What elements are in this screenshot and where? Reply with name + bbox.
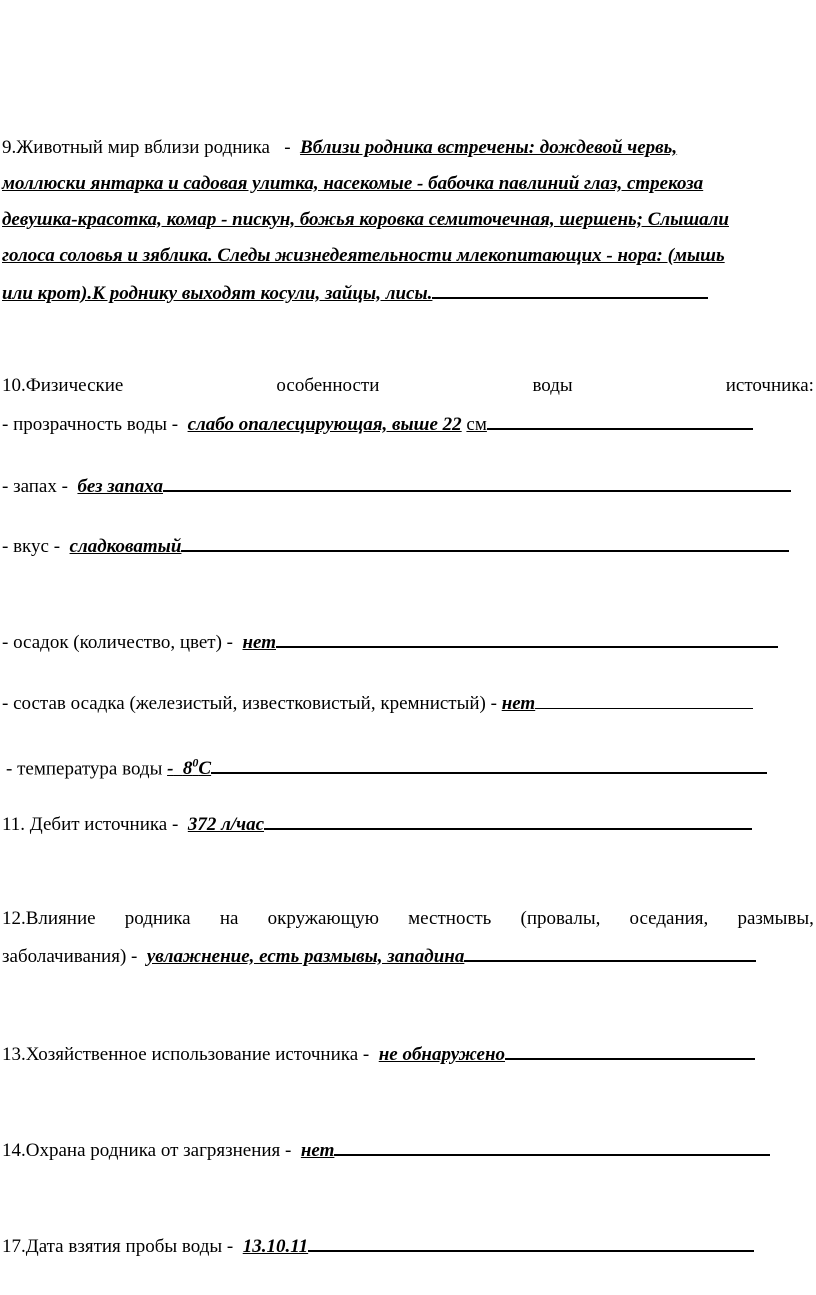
smell-blank [163,472,791,492]
item14-row [2,1136,770,1164]
item9-label: 9.Животный мир вблизи родника [2,137,270,158]
sediment-blank [276,628,778,648]
item17-blank [308,1232,754,1252]
sediment-row [2,628,778,656]
smell-label: - запах - [2,476,68,497]
sediment-composition-row [2,690,753,717]
item10-word: особенности [276,375,380,396]
item11-blank [264,810,752,830]
item14-answer: нет [300,1140,335,1161]
temperature-label: - температура воды [6,758,163,780]
taste-answer: сладковатый [69,536,182,557]
sediment-composition-label: - состав осадка (железистый, известковистый, кремнистый) - [2,693,497,714]
taste-blank [181,532,789,552]
item9-line5 [2,279,708,307]
item10-word: 10.Физические [2,375,124,396]
item9-line2 [2,171,703,197]
item9-answer-line2: моллюски янтарка и садовая улитка, насекомые - бабочка павлиний глаз, стрекоза [2,173,704,194]
item9-line3 [2,207,729,233]
item12-word: (провалы, [520,908,601,929]
item11-row [2,810,752,838]
transparency-label: - прозрачность воды - [2,414,179,435]
item12-word: родника [124,908,191,929]
taste-row [2,532,789,560]
taste-label: - вкус - [2,536,61,557]
sediment-composition-blank [535,690,753,709]
item12-word: местность [408,908,492,929]
item12-line2 [2,942,756,970]
smell-row [2,472,791,500]
item12-answer: увлажнение, есть размывы, западина [146,946,465,967]
temperature-answer: - $8^0С$ [167,756,212,780]
item13-answer: не обнаружено [378,1044,506,1065]
item12-label: заболачивания) - [2,946,138,967]
item12-word: на [219,908,239,929]
item12-blank [464,942,756,962]
item9-line1 [2,135,677,161]
transparency-answer: слабо опалесцирующая, выше 22 [187,414,462,435]
item14-label: 14.Охрана родника от загрязнения - [2,1140,292,1161]
item9-line4 [2,243,725,269]
item12-word: оседания, [629,908,709,929]
item9-answer-line4: голоса соловья и зяблика. Следы жизнедеятельности млекопитающих - нора: (мышь [2,245,725,266]
transparency-row [2,410,753,438]
item13-label: 13.Хозяйственное использование источника - [2,1044,370,1065]
item9-answer-line3: девушка-красотка, комар - пискун, божья коровка семиточечная, шершень; Слышали [2,209,730,230]
item13-row [2,1040,755,1068]
item9-dash: - [284,137,291,158]
transparency-blank [487,410,753,430]
sediment-composition-answer: нет [501,693,536,714]
item9-blank [432,279,708,299]
item12-word: размывы, [737,908,814,929]
item9-answer-line1: Вблизи родника встречены: дождевой червь, [300,137,678,158]
item17-answer: 13.10.11 [242,1236,309,1257]
item12-word: окружающую [267,908,379,929]
item14-blank [334,1136,770,1156]
item11-label: 11. Дебит источника - [2,814,179,835]
item17-label: 17.Дата взятия пробы воды - [2,1236,234,1257]
item9-answer-line5: или крот).К роднику выходят косули, зайцы, лисы. [2,283,433,304]
sediment-label: - осадок (количество, цвет) - [2,632,233,653]
item12-line1 [2,906,814,932]
item11-answer: 372 л/час [187,814,265,835]
sediment-answer: нет [242,632,277,653]
smell-answer: без запаха [77,476,164,497]
item10-heading [2,373,814,399]
item13-blank [505,1040,755,1060]
temperature-row [6,750,767,782]
item10-word: источника: [725,375,814,396]
item10-word: воды [532,375,573,396]
item12-word: 12.Влияние [2,908,96,929]
temperature-blank [211,754,767,774]
transparency-unit: см [466,414,487,435]
item17-row [2,1232,754,1260]
